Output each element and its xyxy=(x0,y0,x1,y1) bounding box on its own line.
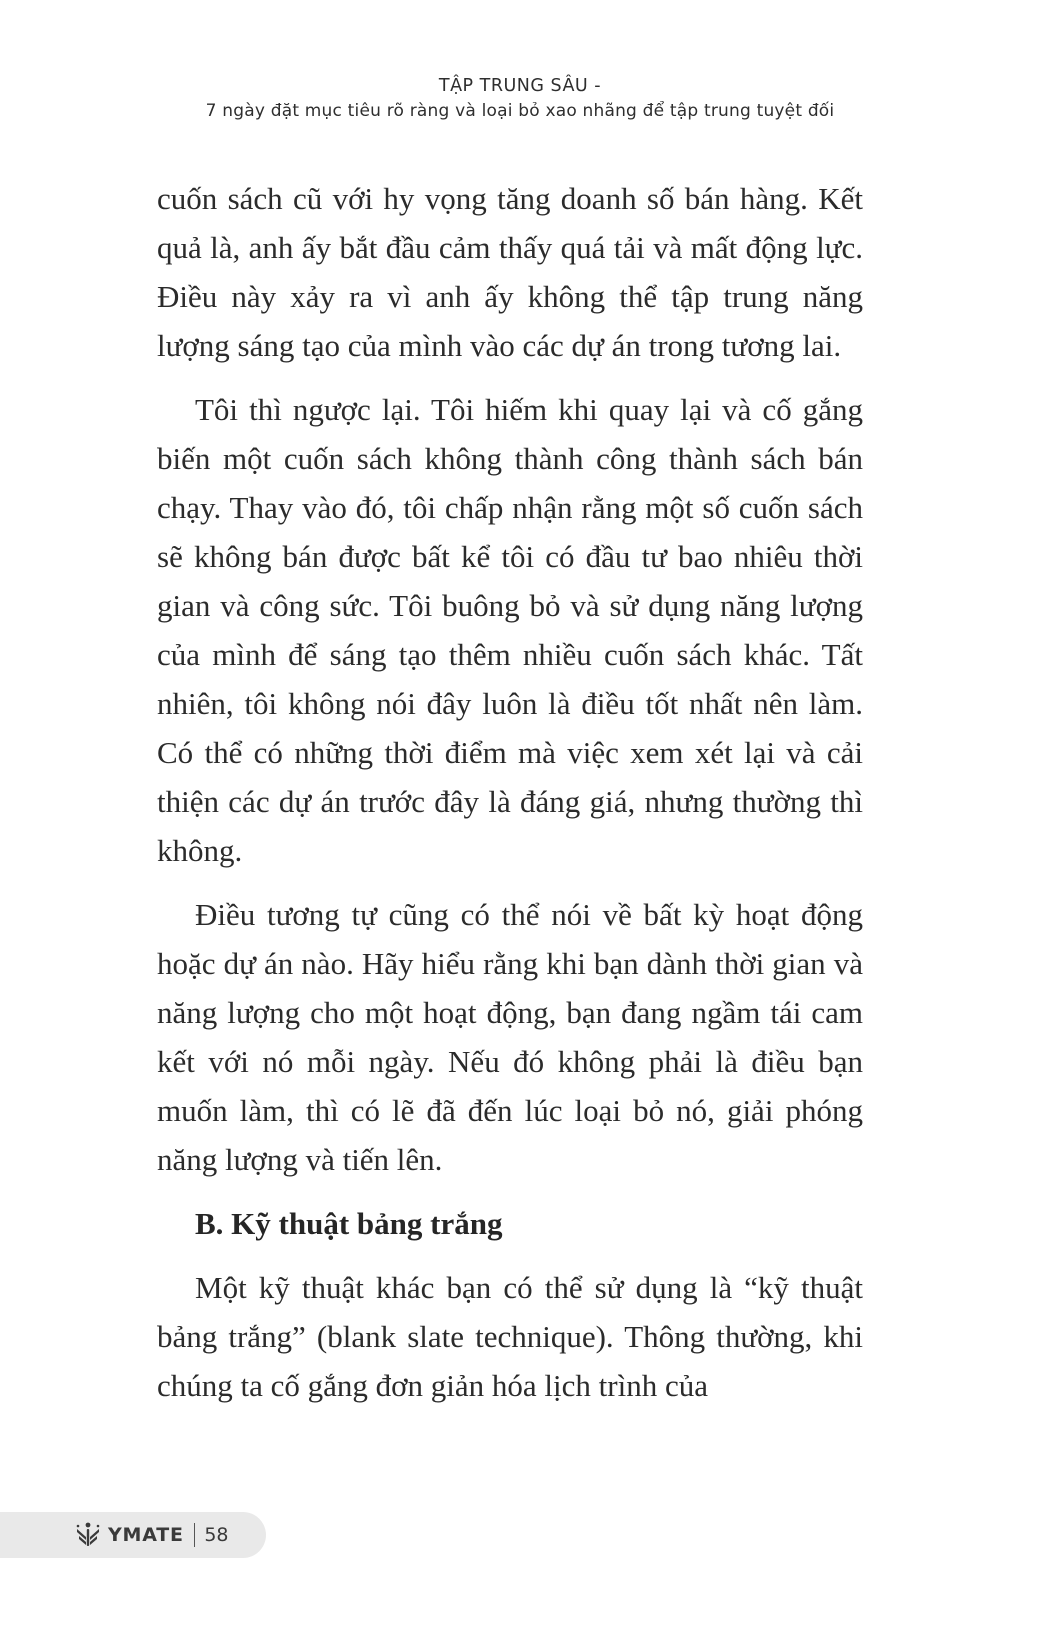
ymate-logo-icon xyxy=(74,1521,102,1549)
footer-divider xyxy=(194,1523,196,1547)
paragraph-continued: cuốn sách cũ với hy vọng tăng doanh số bán hàng. Kết quả là, anh ấy bắt đầu cảm thấy quá tải và mất động lực. Điều này xảy ra vì anh ấy không thể tập trung năng lượng sáng tạo của mình vào các dự án trong tương lai. xyxy=(157,181,863,363)
brand-name: YMATE xyxy=(108,1524,184,1546)
paragraph: Điều tương tự cũng có thể nói về bất kỳ hoạt động hoặc dự án nào. Hãy hiểu rằng khi bạn dành thời gian và năng lượng cho một hoạt động, bạn đang ngầm tái cam kết với nó mỗi ngày. Nếu đó không phải là điều bạn muốn làm, thì có lẽ đã đến lúc loại bỏ nó, giải phóng năng lượng và tiến lên. xyxy=(157,897,863,1177)
running-header xyxy=(0,74,1040,124)
paragraph: Tôi thì ngược lại. Tôi hiếm khi quay lại và cố gắng biến một cuốn sách không thành công thành sách bán chạy. Thay vào đó, tôi chấp nhận rằng một số cuốn sách sẽ không bán được bất kể tôi có đầu tư bao nhiêu thời gian và công sức. Tôi buông bỏ và sử dụng năng lượng của mình để sáng tạo thêm nhiều cuốn sách khác. Tất nhiên, tôi không nói đây luôn là điều tốt nhất nên làm. Có thể có những thời điểm mà việc xem xét lại và cải thiện các dự án trước đây là đáng giá, nhưng thường thì không. xyxy=(157,392,863,868)
section-heading: B. Kỹ thuật bảng trắng xyxy=(195,1206,503,1241)
page-number: 58 xyxy=(204,1524,229,1546)
section-paragraph: Một kỹ thuật khác bạn có thể sử dụng là “kỹ thuật bảng trắng” (blank slate technique). Thông thường, khi chúng ta cố gắng đơn giản hóa lịch trình của xyxy=(157,1270,863,1403)
page-footer xyxy=(0,1512,266,1558)
book-subtitle: 7 ngày đặt mục tiêu rõ ràng và loại bỏ xao nhãng để tập trung tuyệt đối xyxy=(205,101,835,121)
page-body xyxy=(157,174,863,1410)
book-title: TẬP TRUNG SÂU - xyxy=(438,76,602,96)
